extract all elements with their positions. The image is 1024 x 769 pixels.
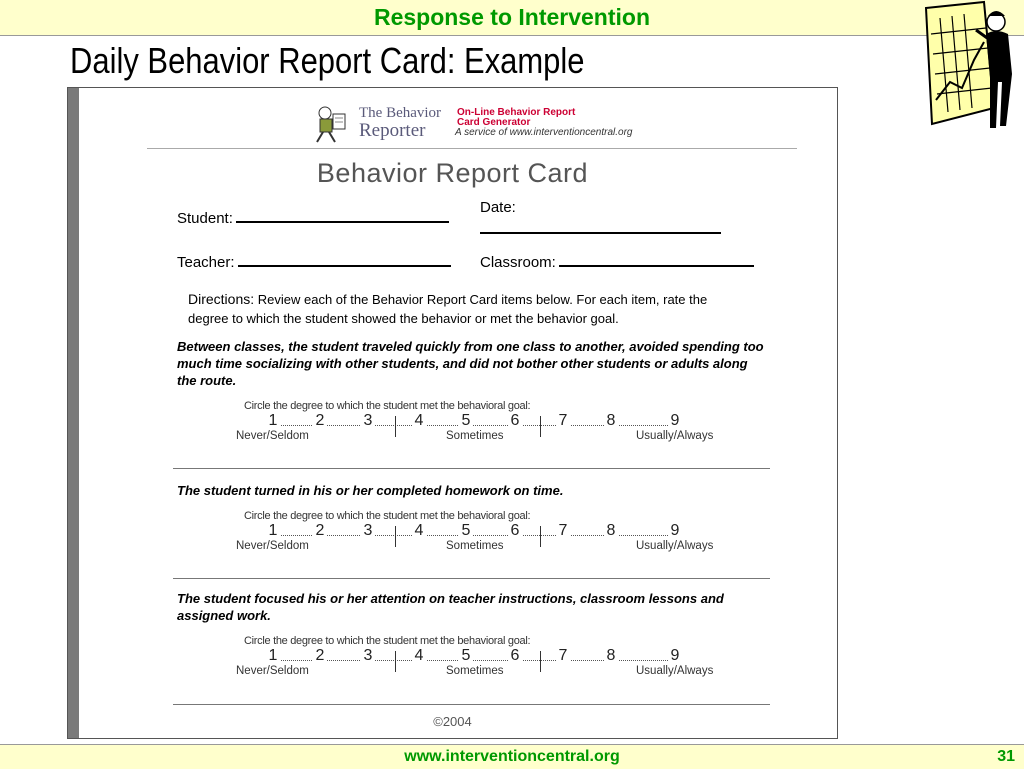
rating-option-4[interactable]: 4	[412, 522, 426, 540]
behavior-item-2: The student turned in his or her completed homework on time.	[177, 483, 564, 498]
rating-option-2[interactable]: 2	[313, 522, 327, 540]
rating-option-7[interactable]: 7	[556, 522, 570, 540]
rating-option-6[interactable]: 6	[508, 412, 522, 430]
footer-url[interactable]: www.interventioncentral.org	[404, 748, 620, 765]
rating-option-5[interactable]: 5	[459, 647, 473, 665]
rating-option-9[interactable]: 9	[668, 522, 682, 540]
divider	[147, 148, 797, 149]
behavior-report-card	[67, 87, 838, 739]
directions-text: Review each of the Behavior Report Card items below. For each item, rate the degree to which the student showed the behavior or met the behavior goal.	[188, 292, 708, 326]
scale-anchor-low: Never/Seldom	[236, 540, 309, 552]
rating-option-3[interactable]: 3	[361, 522, 375, 540]
rating-option-5[interactable]: 5	[459, 522, 473, 540]
item-separator	[173, 704, 770, 705]
copyright: ©2004	[433, 714, 472, 729]
rating-option-5[interactable]: 5	[459, 412, 473, 430]
date-label: Date:	[480, 199, 516, 216]
scale-anchor-high: Usually/Always	[636, 540, 714, 552]
rating-scale-2	[236, 510, 726, 560]
teacher-label: Teacher:	[177, 254, 235, 271]
scale-anchor-low: Never/Seldom	[236, 665, 309, 677]
rating-option-4[interactable]: 4	[412, 647, 426, 665]
rating-option-1[interactable]: 1	[266, 522, 280, 540]
card-title: Behavior Report Card	[316, 158, 589, 188]
rating-scale-3	[236, 635, 726, 685]
classroom-blank	[559, 253, 754, 267]
scale-anchor-mid: Sometimes	[446, 540, 504, 552]
scale-divider	[395, 416, 396, 437]
rating-option-3[interactable]: 3	[361, 647, 375, 665]
rating-option-1[interactable]: 1	[266, 412, 280, 430]
rating-option-3[interactable]: 3	[361, 412, 375, 430]
directions-label: Directions:	[188, 291, 255, 307]
tagline-2: Card Generator	[457, 117, 531, 128]
scale-anchor-high: Usually/Always	[636, 665, 714, 677]
rating-option-2[interactable]: 2	[313, 412, 327, 430]
tagline-3: A service of www.interventioncentral.org	[455, 127, 633, 138]
rating-option-1[interactable]: 1	[266, 647, 280, 665]
student-label: Student:	[177, 210, 233, 227]
student-field	[177, 209, 449, 227]
rating-option-7[interactable]: 7	[556, 412, 570, 430]
footer-bar	[0, 744, 1024, 769]
scale-divider	[395, 526, 396, 547]
teacher-field	[177, 253, 451, 271]
rating-option-9[interactable]: 9	[668, 647, 682, 665]
scale-divider	[540, 526, 541, 547]
rating-option-6[interactable]: 6	[508, 522, 522, 540]
rating-option-7[interactable]: 7	[556, 647, 570, 665]
scale-divider	[540, 651, 541, 672]
scale-anchor-high: Usually/Always	[636, 430, 714, 442]
page-number: 31	[997, 748, 1015, 765]
rating-option-9[interactable]: 9	[668, 412, 682, 430]
tagline-1: On-Line Behavior Report	[457, 107, 576, 118]
directions	[188, 290, 748, 328]
behavior-item-1: Between classes, the student traveled quickly from one class to another, avoided spending too much time socializing with other students, and did not bother other students or adults along the route.	[177, 339, 764, 388]
header-bar	[0, 0, 1024, 36]
rating-option-4[interactable]: 4	[412, 412, 426, 430]
slide-title: Daily Behavior Report Card: Example	[70, 40, 585, 81]
item-separator	[173, 578, 770, 579]
item-separator	[173, 468, 770, 469]
rating-option-2[interactable]: 2	[313, 647, 327, 665]
scale-divider	[395, 651, 396, 672]
scale-prompt: Circle the degree to which the student met the behavioral goal:	[244, 635, 531, 647]
teacher-blank	[238, 253, 451, 267]
teacher-chart-icon	[918, 0, 1024, 138]
scale-anchor-low: Never/Seldom	[236, 430, 309, 442]
scale-divider	[540, 416, 541, 437]
brand-line-2: Reporter	[359, 120, 426, 141]
rating-option-8[interactable]: 8	[604, 522, 618, 540]
reporter-mascot-icon	[311, 104, 349, 144]
rating-option-6[interactable]: 6	[508, 647, 522, 665]
date-blank	[480, 220, 721, 234]
classroom-field	[480, 253, 754, 271]
student-blank	[236, 209, 449, 223]
scale-anchor-mid: Sometimes	[446, 430, 504, 442]
behavior-item-3: The student focused his or her attention on teacher instructions, classroom lessons and assigned work.	[177, 591, 724, 623]
rating-option-8[interactable]: 8	[604, 412, 618, 430]
header-title: Response to Intervention	[373, 4, 651, 30]
scale-prompt: Circle the degree to which the student met the behavioral goal:	[244, 510, 531, 522]
rating-scale-1	[236, 400, 726, 450]
classroom-label: Classroom:	[480, 254, 556, 271]
scale-anchor-mid: Sometimes	[446, 665, 504, 677]
rating-option-8[interactable]: 8	[604, 647, 618, 665]
scale-prompt: Circle the degree to which the student met the behavioral goal:	[244, 400, 531, 412]
brand-line-1: The Behavior	[359, 105, 442, 121]
date-field	[480, 220, 721, 238]
